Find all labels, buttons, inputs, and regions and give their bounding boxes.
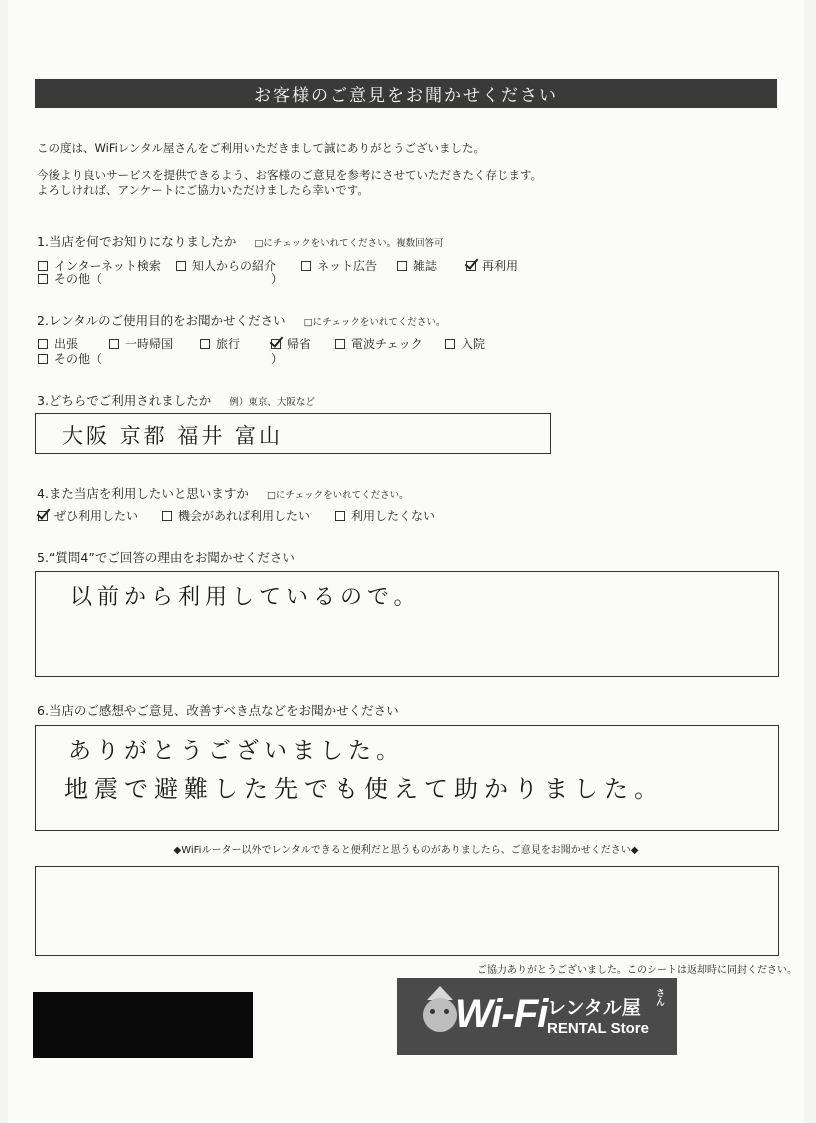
question-1 (37, 232, 444, 250)
q1-option-other[interactable]: その他（ (38, 270, 102, 287)
q3-handwritten-answer: 大阪 京都 福井 富山 (62, 424, 284, 448)
question-2-note: □にチェックをいれてください。 (303, 317, 446, 328)
checkbox-icon[interactable] (445, 339, 455, 349)
q2-option-travel[interactable]: 旅行 (200, 335, 240, 352)
q5-handwritten-answer: 以前から利用しているので。 (70, 585, 421, 610)
question-4-label: 4.また当店を利用したいと思いますか (37, 486, 249, 501)
q2-option-hospital[interactable]: 入院 (445, 335, 485, 352)
q4-option-definitely[interactable]: ぜひ利用したい (38, 507, 138, 524)
checkbox-icon[interactable] (38, 339, 48, 349)
checkbox-icon[interactable] (38, 274, 48, 284)
checked-checkbox-icon[interactable] (38, 511, 48, 521)
checkbox-icon[interactable] (38, 354, 48, 364)
q2-option-homecoming[interactable]: 帰省 (271, 335, 311, 352)
question-4-note: □にチェックをいれてください。 (266, 490, 409, 501)
question-2-label: 2.レンタルのご使用目的をお聞かせください (37, 313, 286, 328)
q6-answer-field[interactable] (35, 725, 779, 831)
page-title: お客様のご意見をお聞かせください (35, 79, 777, 108)
q1-option-referral[interactable]: 知人からの紹介 (176, 257, 276, 274)
question-1-label: 1.当店を何でお知りになりましたか (37, 234, 237, 249)
checkbox-icon[interactable] (162, 511, 172, 521)
footer-note: ご協力ありがとうございました。このシートは返却時に同封ください。 (477, 965, 797, 976)
logo-rental-en: RENTAL Store (547, 1020, 649, 1037)
intro-line-3: よろしければ、アンケートにご協力いただけましたら幸いです。 (37, 183, 369, 197)
q2-other-close: ） (271, 352, 284, 366)
question-6-label: 6.当店のご感想やご意見、改善すべき点などをお聞かせください (37, 703, 399, 718)
checkbox-icon[interactable] (176, 261, 186, 271)
question-1-note: □にチェックをいれてください。複数回答可 (254, 238, 444, 249)
question-7-label: ◆WiFiルーター以外でレンタルできると便利だと思うものがありましたら、ご意見をお聞かせください◆ (173, 845, 639, 856)
q7-answer-field[interactable] (35, 866, 779, 956)
checkbox-icon[interactable] (38, 261, 48, 271)
question-2 (37, 311, 445, 329)
q2-option-temporary-return[interactable]: 一時帰国 (109, 335, 173, 352)
mascot-icon (423, 998, 457, 1032)
checkbox-icon[interactable] (109, 339, 119, 349)
question-3-label: 3.どちらでご利用されましたか (37, 393, 212, 408)
q1-option-internet[interactable]: インターネット検索 (38, 257, 161, 274)
q2-option-signal-check[interactable]: 電波チェック (335, 335, 423, 352)
question-3-note: 例）東京、大阪など (229, 397, 315, 408)
checked-checkbox-icon[interactable] (466, 261, 476, 271)
checkbox-icon[interactable] (397, 261, 407, 271)
q3-answer-field[interactable] (35, 413, 551, 454)
intro-line-2: 今後より良いサービスを提供できるよう、お客様のご意見を参考にさせていただきたく存じます。 (37, 168, 543, 182)
logo-san: さん (654, 988, 664, 1006)
q1-other-close: ） (271, 272, 284, 286)
q1-option-reuse[interactable]: 再利用 (466, 257, 518, 274)
q4-option-no[interactable]: 利用したくない (335, 507, 435, 524)
q1-option-magazine[interactable]: 雑誌 (397, 257, 437, 274)
logo-brand: Wi-Fi (455, 992, 548, 1036)
question-4 (37, 484, 409, 502)
question-5-label: 5.“質問4”でご回答の理由をお聞かせください (37, 550, 295, 565)
q5-answer-field[interactable] (35, 571, 779, 677)
checkbox-icon[interactable] (335, 339, 345, 349)
question-3 (37, 391, 315, 409)
checkbox-icon[interactable] (200, 339, 210, 349)
redacted-block (33, 992, 253, 1058)
q6-handwritten-line-1: ありがとうございました。 (68, 738, 404, 764)
checkbox-icon[interactable] (335, 511, 345, 521)
intro-line-1: この度は、WiFiレンタル屋さんをご利用いただきまして誠にありがとうございました。 (37, 141, 486, 155)
q4-option-if-possible[interactable]: 機会があれば利用したい (162, 507, 310, 524)
q6-handwritten-line-2: 地震で避難した先でも使えて助かりました。 (64, 775, 664, 803)
q2-option-other[interactable]: その他（ (38, 350, 102, 367)
wifi-rental-logo (397, 978, 677, 1055)
q1-option-net-ad[interactable]: ネット広告 (301, 257, 377, 274)
logo-rental-ja: レンタル屋 (547, 997, 641, 1019)
q2-option-business-trip[interactable]: 出張 (38, 335, 78, 352)
checked-checkbox-icon[interactable] (271, 339, 281, 349)
checkbox-icon[interactable] (301, 261, 311, 271)
